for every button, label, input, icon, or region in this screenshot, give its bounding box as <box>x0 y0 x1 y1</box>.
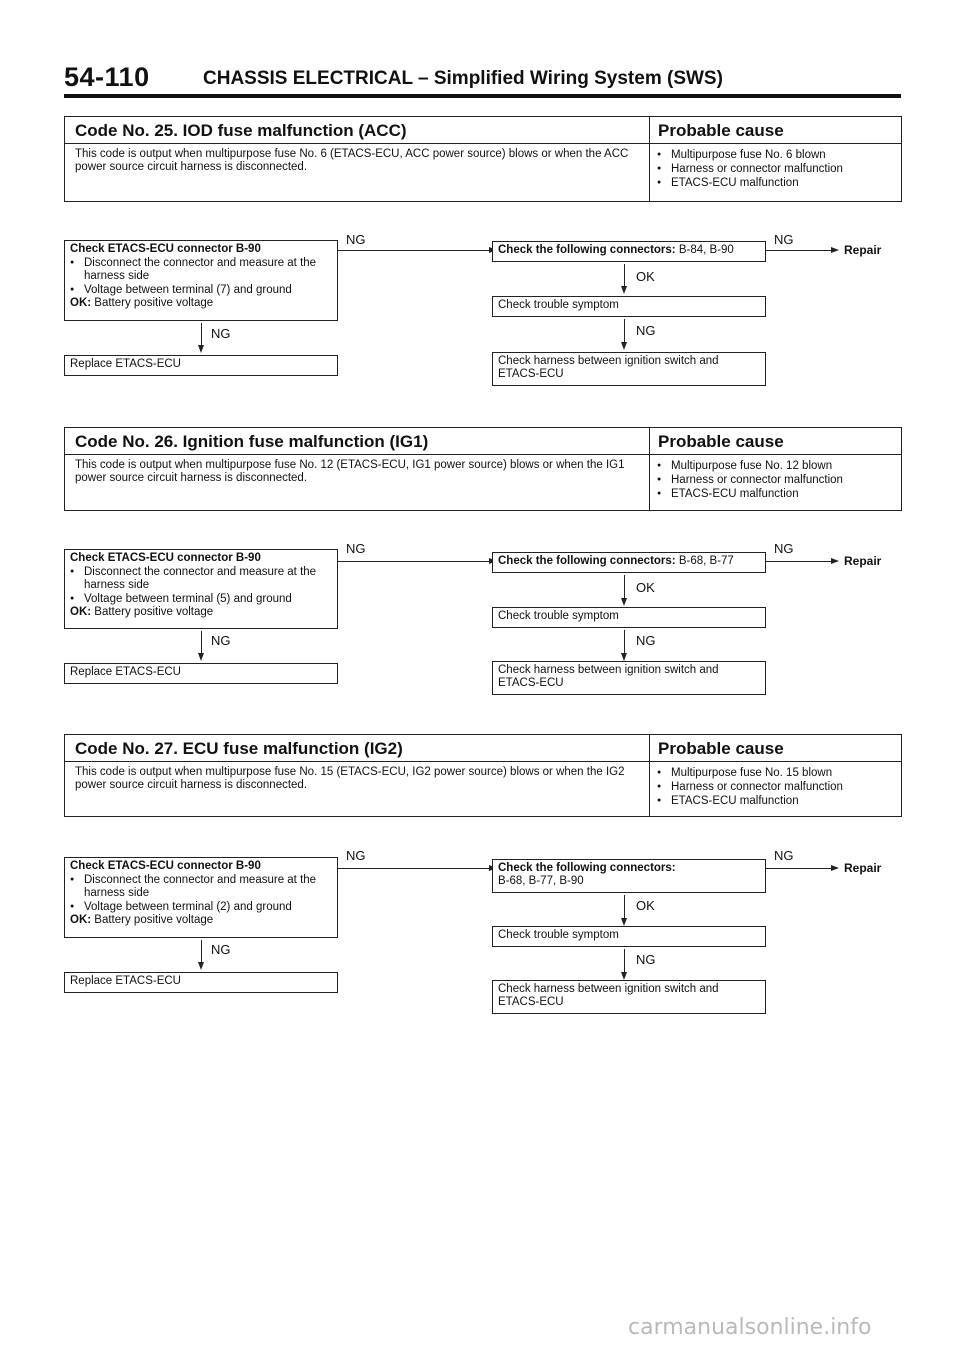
ng-label: NG <box>774 232 794 247</box>
check-harness-box: Check harness between ignition switch and ETACS-ECU <box>492 980 766 1014</box>
check-connector-box <box>64 857 338 938</box>
cause-item: ● ETACS-ECU malfunction <box>657 794 897 808</box>
cause-item: ● ETACS-ECU malfunction <box>657 176 897 190</box>
check-connectors-box <box>492 241 766 262</box>
cause-list <box>657 459 897 501</box>
check-step: ● Voltage between terminal (7) and ground <box>70 283 332 297</box>
connectors-value: B-68, B-77, B-90 <box>498 875 584 887</box>
flow-line <box>624 949 625 974</box>
arrow-down-icon <box>198 962 204 970</box>
check-title: Check ETACS-ECU connector B-90 <box>70 552 261 564</box>
cause-item: ● Multipurpose fuse No. 6 blown <box>657 148 897 162</box>
check-connector-box <box>64 240 338 321</box>
cause-item: ● Multipurpose fuse No. 12 blown <box>657 459 897 473</box>
ng-label: NG <box>346 232 366 247</box>
cause-item: ● Multipurpose fuse No. 15 blown <box>657 766 897 780</box>
ng-label: NG <box>774 848 794 863</box>
table-divider <box>649 117 650 201</box>
flow-line <box>201 631 202 655</box>
arrow-right-icon <box>831 558 839 564</box>
flow-line <box>338 561 490 562</box>
table-divider <box>649 735 650 816</box>
ok-label: OK: <box>70 297 92 309</box>
ok-label: OK <box>636 580 655 595</box>
code-table <box>64 116 902 202</box>
header-rule <box>64 94 901 98</box>
check-connector-box <box>64 549 338 629</box>
arrow-down-icon <box>621 972 627 980</box>
flow-line <box>624 264 625 288</box>
check-trouble-box: Check trouble symptom <box>492 926 766 947</box>
table-divider <box>65 454 901 455</box>
flow-line <box>766 561 832 562</box>
table-divider <box>649 428 650 510</box>
ng-label: NG <box>211 326 231 341</box>
cause-item: ● Harness or connector malfunction <box>657 473 897 487</box>
watermark: carmanualsonline.info <box>628 1315 872 1340</box>
arrow-down-icon <box>621 286 627 294</box>
replace-ecu-box: Replace ETACS-ECU <box>64 972 338 993</box>
arrow-down-icon <box>621 598 627 606</box>
code-description: This code is output when multipurpose fuse No. 6 (ETACS-ECU, ACC power source) blows or when the ACC power source circuit harness is disconnected. <box>75 148 629 173</box>
arrow-down-icon <box>198 345 204 353</box>
arrow-down-icon <box>621 653 627 661</box>
arrow-right-icon <box>831 247 839 253</box>
flow-line <box>624 319 625 344</box>
ng-label: NG <box>636 633 656 648</box>
check-ok-line <box>70 297 332 310</box>
check-connectors-box <box>492 859 766 893</box>
page-number: 54-110 <box>64 62 150 92</box>
probable-cause-title: Probable cause <box>658 432 784 451</box>
probable-cause-title: Probable cause <box>658 121 784 140</box>
check-harness-box: Check harness between ignition switch and ETACS-ECU <box>492 661 766 695</box>
ok-value: Battery positive voltage <box>94 914 214 926</box>
table-divider <box>65 143 901 144</box>
ng-label: NG <box>211 633 231 648</box>
arrow-down-icon <box>621 918 627 926</box>
connectors-label: Check the following connectors: <box>498 555 676 567</box>
cause-item: ● ETACS-ECU malfunction <box>657 487 897 501</box>
cause-list <box>657 766 897 808</box>
flow-line <box>624 895 625 920</box>
arrow-down-icon <box>198 653 204 661</box>
ng-label: NG <box>774 541 794 556</box>
ok-value: Battery positive voltage <box>94 606 214 618</box>
flow-line <box>766 868 832 869</box>
ng-label: NG <box>211 942 231 957</box>
check-ok-line <box>70 914 332 927</box>
flow-line <box>338 868 490 869</box>
check-connectors-box <box>492 552 766 573</box>
code-title: Code No. 25. IOD fuse malfunction (ACC) <box>75 121 407 140</box>
code-description: This code is output when multipurpose fuse No. 12 (ETACS-ECU, IG1 power source) blows or when the IG1 power source circuit harness is disconnected. <box>75 459 625 484</box>
connectors-value: B-84, B-90 <box>678 244 734 256</box>
ng-label: NG <box>346 541 366 556</box>
ok-label: OK <box>636 898 655 913</box>
ok-label: OK <box>636 269 655 284</box>
check-title: Check ETACS-ECU connector B-90 <box>70 860 261 872</box>
ok-value: Battery positive voltage <box>94 297 214 309</box>
probable-cause-title: Probable cause <box>658 739 784 758</box>
ng-label: NG <box>636 952 656 967</box>
repair-label: Repair <box>844 861 882 875</box>
ok-label: OK: <box>70 606 92 618</box>
connectors-label: Check the following connectors: <box>498 244 676 256</box>
check-ok-line <box>70 606 332 619</box>
flow-line <box>201 940 202 964</box>
code-title: Code No. 27. ECU fuse malfunction (IG2) <box>75 739 403 758</box>
flow-line <box>338 250 490 251</box>
flow-line <box>624 575 625 600</box>
replace-ecu-box: Replace ETACS-ECU <box>64 663 338 684</box>
check-title: Check ETACS-ECU connector B-90 <box>70 243 261 255</box>
ok-label: OK: <box>70 914 92 926</box>
check-trouble-box: Check trouble symptom <box>492 607 766 628</box>
arrow-down-icon <box>621 342 627 350</box>
repair-label: Repair <box>844 554 882 568</box>
code-title: Code No. 26. Ignition fuse malfunction (IG1) <box>75 432 429 451</box>
check-step: ● Disconnect the connector and measure at the harness side <box>70 565 332 592</box>
check-step: ● Disconnect the connector and measure at the harness side <box>70 873 332 900</box>
page-title: CHASSIS ELECTRICAL – Simplified Wiring System (SWS) <box>203 68 723 89</box>
connectors-label: Check the following connectors: <box>498 862 676 874</box>
arrow-right-icon <box>831 865 839 871</box>
cause-item: ● Harness or connector malfunction <box>657 162 897 176</box>
code-description: This code is output when multipurpose fuse No. 15 (ETACS-ECU, IG2 power source) blows or when the IG2 power source circuit harness is disconnected. <box>75 766 625 791</box>
flow-line <box>624 630 625 655</box>
cause-list <box>657 148 897 190</box>
connectors-value: B-68, B-77 <box>678 555 734 567</box>
cause-item: ● Harness or connector malfunction <box>657 780 897 794</box>
check-step: ● Voltage between terminal (2) and ground <box>70 900 332 914</box>
replace-ecu-box: Replace ETACS-ECU <box>64 355 338 376</box>
ng-label: NG <box>636 323 656 338</box>
code-table <box>64 734 902 817</box>
check-step: ● Disconnect the connector and measure at the harness side <box>70 256 332 283</box>
repair-label: Repair <box>844 243 882 257</box>
check-trouble-box: Check trouble symptom <box>492 296 766 317</box>
flow-line <box>766 250 832 251</box>
table-divider <box>65 761 901 762</box>
check-step: ● Voltage between terminal (5) and ground <box>70 592 332 606</box>
code-table <box>64 427 902 511</box>
check-harness-box: Check harness between ignition switch and ETACS-ECU <box>492 352 766 386</box>
flow-line <box>201 323 202 347</box>
ng-label: NG <box>346 848 366 863</box>
